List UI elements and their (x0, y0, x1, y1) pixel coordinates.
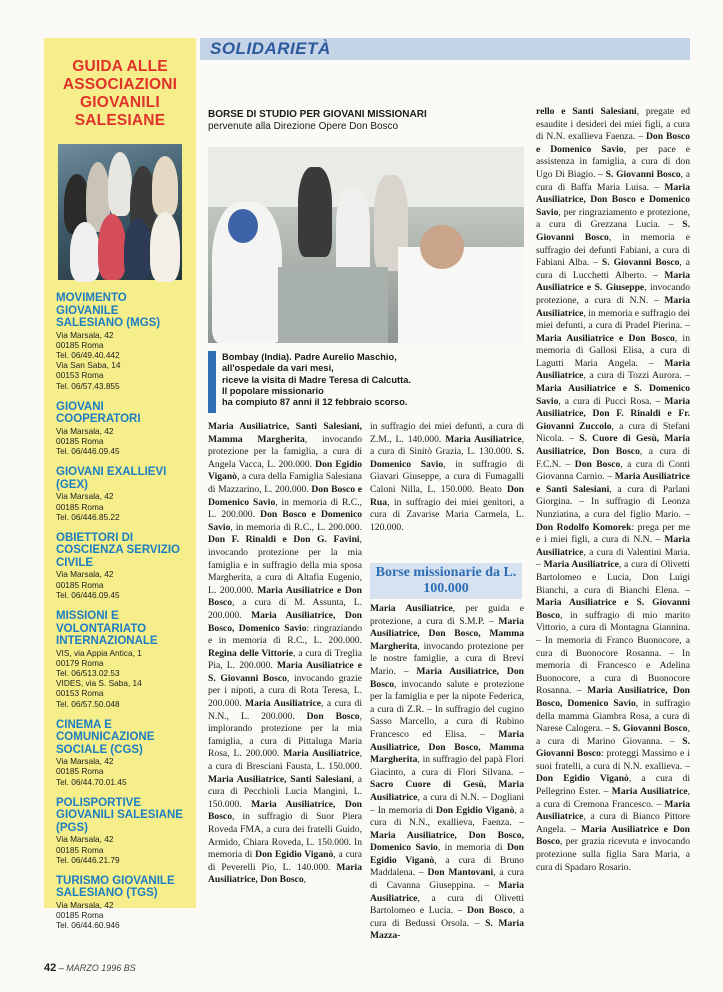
sidebar-section-missioni (56, 610, 186, 709)
address-line: VIDES, via S. Saba, 14 (56, 678, 142, 689)
phone-line: Tel. 06/513.02.53 (56, 667, 120, 678)
section-heading: GIOVANI EXALLIEVI (GEX) (56, 466, 167, 491)
address-line: Via Marsala, 42 (56, 491, 114, 502)
sidebar-section-gex (56, 466, 186, 522)
section-heading: MISSIONI E VOLONTARIATO INTERNAZIONALE (56, 610, 158, 648)
sidebar-section-mgs (56, 292, 186, 391)
address-line: 00153 Roma (56, 688, 104, 699)
caption-accent-bar (208, 351, 216, 413)
address-line: 00153 Roma (56, 370, 104, 381)
sidebar-section-cooperatori (56, 401, 186, 457)
section-heading: GIOVANI COOPERATORI (56, 400, 141, 426)
caption-line: riceve la visita di Madre Teresa di Calcutta. (222, 374, 411, 385)
sidebar-section-tgs (56, 875, 186, 931)
text-column-2-bottom: Maria Ausiliatrice, per guida e protezione, a cura di S.M.P. – Maria Ausiliatrice, Don Bosco, Mamma Margherita, invocando protezione per le nostre famiglie, a cura di Brevi Mario. – Maria Ausiliatrice, Don Bosco, invocando salute e protezione per la famiglia e per la nipote Federica, a cura di Z.R. – In suffragio del cugino Sasso Marcello, a cura di Rubino Francesco ed Elisa. – Maria Ausiliatrice, Don Bosco, Mamma Margherita, in suffragio del papà Flori Giacinto, a cura di Flori Silvana. – Sacro Cuore di Gesù, Maria Ausiliatrice, a cura di N.N. – Dogliani – In memoria di Don Egidio Viganò, a cura di N.N., exallieva, Faenza. – Maria Ausiliatrice, Don Bosco, Domenico Savio, in memoria di Don Egidio Viganò, a cura di Bruno Maddalena. – Don Mantovani, a cura di Cavanna Giuseppina. – Maria Ausiliatrice, a cura di Olivetti Bartolomeo e Lucia. – Don Bosco, a cura di Bedussi Orsola. – S. Maria Mazza- (370, 603, 524, 942)
article-subtitle: pervenute alla Direzione Opere Don Bosco (208, 121, 399, 132)
caption-line: Bombay (India). Padre Aurelio Maschio, (222, 352, 397, 362)
address-line: Via Marsala, 42 (56, 899, 114, 910)
phone-line: Tel. 06/57.43.855 (56, 380, 120, 391)
sidebar-title: GUIDA ALLE ASSOCIAZIONI GIOVANILI SALESIANE (62, 58, 178, 129)
address-line: 00185 Roma (56, 339, 104, 350)
address-line: Via Marsala, 42 (56, 425, 114, 436)
sidebar-sections (44, 292, 196, 931)
address-line: Via San Saba, 14 (56, 360, 121, 371)
address-line: Via Marsala, 42 (56, 756, 114, 767)
missionary-grants-box-title: Borse missionarie da L. 100.000 (370, 563, 522, 599)
phone-line: Tel. 06/446.85.22 (56, 511, 120, 522)
address-line: Via Marsala, 42 (56, 834, 114, 845)
address-line: 00179 Roma (56, 657, 104, 668)
section-heading: CINEMA E COMUNICAZIONE SOCIALE (CGS) (56, 718, 155, 756)
section-heading: TURISMO GIOVANILE SALESIANO (TGS) (56, 874, 175, 900)
photo-caption (222, 352, 522, 408)
address-line: Via Marsala, 42 (56, 569, 114, 580)
sidebar-section-pgs (56, 797, 186, 865)
caption-line: Il popolare missionario (222, 385, 324, 396)
phone-line: Tel. 06/57.50.048 (56, 698, 120, 709)
page-number: 42 (44, 962, 57, 974)
section-title: SOLIDARIETÀ (210, 39, 331, 58)
address-line: 00185 Roma (56, 766, 104, 777)
address-line: 00185 Roma (56, 501, 104, 512)
text-column-1: Maria Ausiliatrice, Santi Salesiani, Mamma Margherita, invocando protezione per la famiglia, a cura di Angela Vacca, L. 200.000. Don Egidio Viganò, a cura della Famiglia Salesiana di Mazzarino, L. 200.000. Don Bosco e Domenico Savio, in memoria di R.C., L. 200.000. Don Bosco e Domenico Savio, in memoria di R.C., L. 200.000. Don F. Rinaldi e Don G. Favini, invocando protezione per la mia famiglia e in suffragio della mia sposa Margherita, a cura di Altafia Eugenio, L. 200.000. Maria Ausiliatrice e Don Bosco, a cura di M. Assunta, L. 200.000. Maria Ausiliatrice, Don Bosco, Domenico Savio: ringraziando e in memoria di R.C., L. 200.000. Regina delle Vittorie, a cura di Treglia Pia, L. 200.000. Maria Ausiliatrice e S. Giovanni Bosco, invocando grazie per i nipoti, a cura di Rota Teresa, L. 200.000. Maria Ausiliatrice, a cura di N.N., L. 200.000. Don Bosco, implorando protezione per la mia famiglia, a cura di Pittaluga Maria Rosa, L. 200.000. Maria Ausiliatrice, a cura di Bresciani Fausta, L. 150.000. Maria Ausiliatrice, Santi Salesiani, a cura di Pecchioli Lucia Mangini, L. 150.000. Maria Ausiliatrice, Don Bosco, in suffragio di Suor Piera Roveda FMA, a cura dei fratelli Guido, Armido, Chiara Roveda, L. 150.000. In memoria di Don Egidio Viganò, a cura di Peverelli Pio, L. 140.000. Maria Ausiliatrice, Don Bosco, (208, 421, 363, 886)
phone-line: Tel. 06/44.60.946 (56, 920, 120, 931)
text-column-2-top: in suffragio dei miei defunti, a cura di Z.M., L. 140.000. Maria Ausiliatrice, a cura di Sinitò Grazia, L. 130.000. S. Domenico Savio, in suffragio di Giavari Giuseppe, a cura di Fumagalli Caloni Nilla, L. 150.000. Beato Don Rua, in suffragio dei miei genitori, a cura di Zavarise Maria Carmela, L. 120.000. (370, 421, 524, 533)
address-line: 00185 Roma (56, 435, 104, 446)
magazine-issue: MARZO 1996 BS (66, 963, 136, 973)
section-heading: POLISPORTIVE GIOVANILI SALESIANE (PGS) (56, 796, 183, 834)
address-line: Via Marsala, 42 (56, 329, 114, 340)
youth-group-photo (58, 144, 182, 280)
sidebar-section-cgs (56, 719, 186, 787)
hospital-visit-photo (208, 147, 524, 343)
article-title: BORSE DI STUDIO PER GIOVANI MISSIONARI (208, 109, 427, 120)
phone-line: Tel. 06/446.21.79 (56, 854, 120, 865)
phone-line: Tel. 06/446.09.45 (56, 589, 120, 600)
page-footer: 42 – MARZO 1996 BS (44, 962, 136, 974)
associations-sidebar (44, 38, 196, 931)
phone-line: Tel. 06/446.09.45 (56, 446, 120, 457)
caption-line: all'ospedale da vari mesi, (222, 363, 334, 374)
text-column-3: rello e Santi Salesiani, pregate ed esaudite i desideri dei miei figli, a cura di N.N. exallieva Faenza. – Don Bosco e Domenico Savio, per pace e assistenza in famiglia, a cura di don Ugo Di Biagio. – S. Giovanni Bosco, a cura di Baffa Maria Luisa. – Maria Ausiliatrice, Don Bosco e Domenico Savio, per ringraziamento e protezione, a cura di Grezzana Lucia. – S. Giovanni Bosco, in memoria e suffragio dei defunti Fabiani, a cura di Fabiani Alba. – S. Giovanni Bosco, a cura di Lucchetti Alberto. – Maria Ausiliatrice e S. Giuseppe, invocando protezione, a cura di N.N. – Maria Ausiliatrice, in memoria e suffragio dei miei defunti, a cura di Pradel Pierina. – Maria Ausiliatrice e Don Bosco, in memoria di Gallosi Elisa, a cura di Lagutti Maria Angela. – Maria Ausiliatrice, a cura di Tozzi Aurora. – Maria Ausiliatrice e S. Domenico Savio, a cura di Pucci Rosa. – Maria Ausiliatrice, Don F. Rinaldi e Fr. Giovanni Zuccolo, a cura di Stefani Nicola. – S. Cuore di Gesù, Maria Ausiliatrice, Don Bosco, a cura di F.C.N. – Don Bosco, a cura di Conti Giovanna Carnio. – Maria Ausiliatrice e Santi Salesiani, a cura di Parlani Giorgina. – In suffragio di Leonza Nunziatina, a cura del figlio Mario. – Don Rodolfo Komorek: prega per me e i miei figli, a cura di N.N. – Maria Ausiliatrice, a cura di Valentini Maria. – Maria Ausiliatrice, a cura di Olivetti Bartolomeo e Lucia, Don Luigi Bianchi, a cura di Bianchi Elena. – Maria Ausiliatrice e S. Giovanni Bosco, in suffragio di mio marito Vittorio, a cura di Montagna Giannina. – In memoria di Franco Buonocore, a cura di Buonocore Rosanna. – In memoria di Francesco e Adelina Buonocore, a cura di Buonocore Rosanna. – Maria Ausiliatrice, Don Bosco, Domenico Savio, in suffragio della mamma Giambra Rosa, a cura di Narese Calogera. – S. Giovanni Bosco, a cura di Marino Giovanna. – S. Giovanni Bosco: proteggi Massimo e i suoi fratelli, a cura di N.N. exallieva. – Don Egidio Viganò, a cura di Pellegrino Ester. – Maria Ausiliatrice, a cura di Cremona Francesco. – Maria Ausiliatrice, a cura di Bianco Pittore Angela. – Maria Ausiliatrice e Don Bosco, per grazia ricevuta e invocando protezione sulla figlia Sara Maria, a cura di Spadaro Rosario. (536, 106, 691, 873)
address-line: VIS, via Appia Antica, 1 (56, 647, 142, 658)
address-line: 00185 Roma (56, 910, 104, 921)
phone-line: Tel. 06/49.40.442 (56, 349, 120, 360)
address-line: 00185 Roma (56, 579, 104, 590)
section-heading: OBIETTORI DI COSCIENZA SERVIZIO CIVILE (56, 531, 180, 569)
caption-line: ha compiuto 87 anni il 12 febbraio scorso. (222, 397, 408, 408)
phone-line: Tel. 06/44.70.01.45 (56, 776, 127, 787)
address-line: 00185 Roma (56, 844, 104, 855)
section-heading: MOVIMENTO GIOVANILE SALESIANO (MGS) (56, 292, 161, 329)
sidebar-section-obiettori (56, 532, 186, 600)
